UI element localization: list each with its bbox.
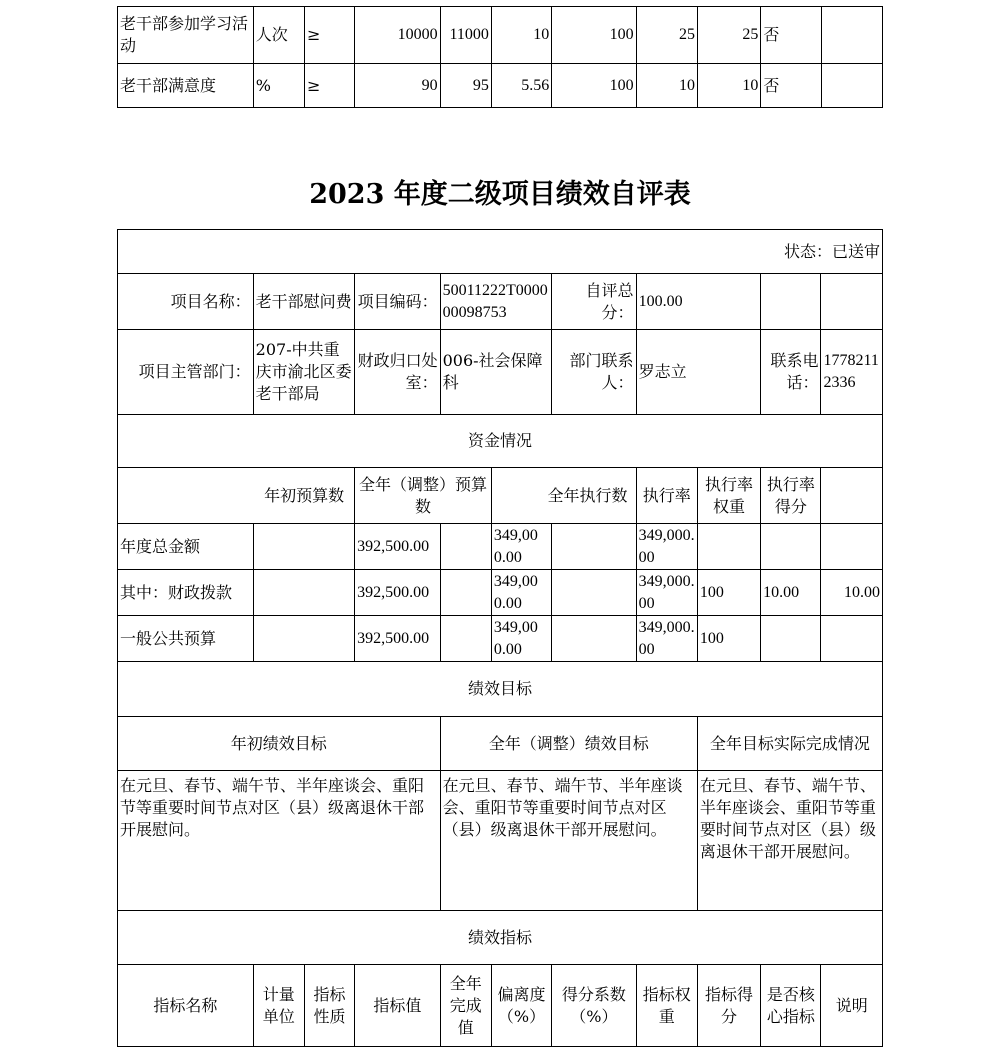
goals-header-row <box>118 717 883 771</box>
project-name-value: 老干部慰问费 <box>253 274 355 330</box>
funds-section-header: 资金情况 <box>118 415 883 468</box>
executed-header: 全年执行数 <box>491 468 636 524</box>
adjusted-goal-header: 全年（调整）绩效目标 <box>440 717 697 771</box>
adjusted-budget-value: 349,000.00 <box>491 524 551 570</box>
table-row <box>118 570 883 616</box>
adjusted-budget-header: 全年（调整）预算数 <box>355 468 492 524</box>
indicator-actual: 95 <box>440 64 491 108</box>
exec-weight-header: 执行率权重 <box>697 468 760 524</box>
indicator-name: 老干部参加学习活动 <box>118 7 254 64</box>
indicator-name-header: 指标名称 <box>118 965 254 1047</box>
table-row <box>118 616 883 662</box>
indicators-section-header: 绩效指标 <box>118 911 883 965</box>
exec-weight-value <box>761 524 821 570</box>
executed-value: 349,000.00 <box>636 616 697 662</box>
indicator-deviation: 5.56 <box>491 64 551 108</box>
dept-value: 207-中共重庆市渝北区委老干部局 <box>253 330 355 415</box>
core-header: 是否核心指标 <box>761 965 821 1047</box>
adjusted-budget-value: 349,000.00 <box>491 616 551 662</box>
indicator-note <box>821 7 882 64</box>
actual-goal-text: 在元旦、春节、端午节、半年座谈会、重阳节等重要时间节点对区（县）级离退休干部开展慰问。 <box>697 771 882 911</box>
exec-weight-value: 10.00 <box>761 570 821 616</box>
initial-budget-value: 392,500.00 <box>355 524 440 570</box>
initial-goal-text: 在元旦、春节、端午节、半年座谈会、重阳节等重要时间节点对区（县）级离退休干部开展慰问。 <box>118 771 441 911</box>
indicator-target: 10000 <box>355 7 440 64</box>
fund-row-label: 一般公共预算 <box>118 616 254 662</box>
self-score-value: 100.00 <box>636 274 761 330</box>
fund-row-label: 其中：财政拨款 <box>118 570 254 616</box>
table-row <box>118 274 883 330</box>
nature-header: 指标性质 <box>304 965 354 1047</box>
value-header: 指标值 <box>355 965 440 1047</box>
indicator-actual: 11000 <box>440 7 491 64</box>
exec-rate-value: 100 <box>697 616 760 662</box>
indicator-core: 否 <box>761 7 821 64</box>
adjusted-goal-text: 在元旦、春节、端午节、半年座谈会、重阳节等重要时间节点对区（县）级离退休干部开展慰问。 <box>440 771 697 911</box>
actual-value-header: 全年完成值 <box>440 965 491 1047</box>
exec-rate-value <box>697 524 760 570</box>
indicator-core: 否 <box>761 64 821 108</box>
funds-header-row <box>118 468 883 524</box>
exec-score-value <box>821 524 883 570</box>
indicator-weight: 25 <box>636 7 697 64</box>
deviation-header: 偏离度（%） <box>491 965 551 1047</box>
indicator-score: 25 <box>697 7 760 64</box>
indicator-operator: ≥ <box>304 7 354 64</box>
contact-value: 罗志立 <box>636 330 761 415</box>
exec-score-value <box>821 616 883 662</box>
executed-value: 349,000.00 <box>636 570 697 616</box>
self-score-label: 自评总分： <box>552 274 636 330</box>
dept-label: 项目主管部门： <box>118 330 254 415</box>
exec-score-header: 执行率得分 <box>761 468 821 524</box>
indicator-unit: 人次 <box>253 7 304 64</box>
phone-label: 联系电话： <box>761 330 821 415</box>
project-name-label: 项目名称： <box>118 274 254 330</box>
adjusted-budget-value: 349,000.00 <box>491 570 551 616</box>
indicator-name: 老干部满意度 <box>118 64 254 108</box>
project-code-value: 50011222T000000098753 <box>440 274 552 330</box>
initial-budget-header: 年初预算数 <box>118 468 355 524</box>
indicator-score: 10 <box>697 64 760 108</box>
executed-value: 349,000.00 <box>636 524 697 570</box>
project-code-label: 项目编码： <box>355 274 440 330</box>
initial-goal-header: 年初绩效目标 <box>118 717 441 771</box>
initial-budget-value: 392,500.00 <box>355 570 440 616</box>
page-title: 2023 年度二级项目绩效自评表 <box>309 179 691 210</box>
indicator-operator: ≥ <box>304 64 354 108</box>
goals-content-row <box>118 771 883 911</box>
unit-header: 计量单位 <box>253 965 304 1047</box>
indicator-coefficient: 100 <box>552 7 636 64</box>
contact-label: 部门联系人： <box>552 330 636 415</box>
indicators-header-row <box>118 965 883 1047</box>
table-row <box>118 524 883 570</box>
coefficient-header: 得分系数（%） <box>552 965 636 1047</box>
goals-section-header: 绩效目标 <box>118 662 883 717</box>
indicator-weight: 10 <box>636 64 697 108</box>
initial-budget-value: 392,500.00 <box>355 616 440 662</box>
self-evaluation-table <box>117 229 883 1047</box>
indicator-unit: % <box>253 64 304 108</box>
status-label: 状态：已送审 <box>118 230 883 274</box>
weight-header: 指标权重 <box>636 965 697 1047</box>
indicator-coefficient: 100 <box>552 64 636 108</box>
exec-weight-value <box>761 616 821 662</box>
indicator-note <box>821 64 882 108</box>
table-row <box>118 330 883 415</box>
phone-value: 17782112336 <box>821 330 883 415</box>
indicator-target: 90 <box>355 64 440 108</box>
previous-indicator-table <box>117 6 883 108</box>
score-header: 指标得分 <box>697 965 760 1047</box>
fund-row-label: 年度总金额 <box>118 524 254 570</box>
actual-goal-header: 全年目标实际完成情况 <box>697 717 882 771</box>
finance-office-value: 006-社会保障科 <box>440 330 552 415</box>
table-row <box>118 64 883 108</box>
exec-rate-header: 执行率 <box>636 468 697 524</box>
note-header: 说明 <box>821 965 883 1047</box>
exec-score-value: 10.00 <box>821 570 883 616</box>
table-row <box>118 7 883 64</box>
indicator-deviation: 10 <box>491 7 551 64</box>
exec-rate-value: 100 <box>697 570 760 616</box>
finance-office-label: 财政归口处室： <box>355 330 440 415</box>
